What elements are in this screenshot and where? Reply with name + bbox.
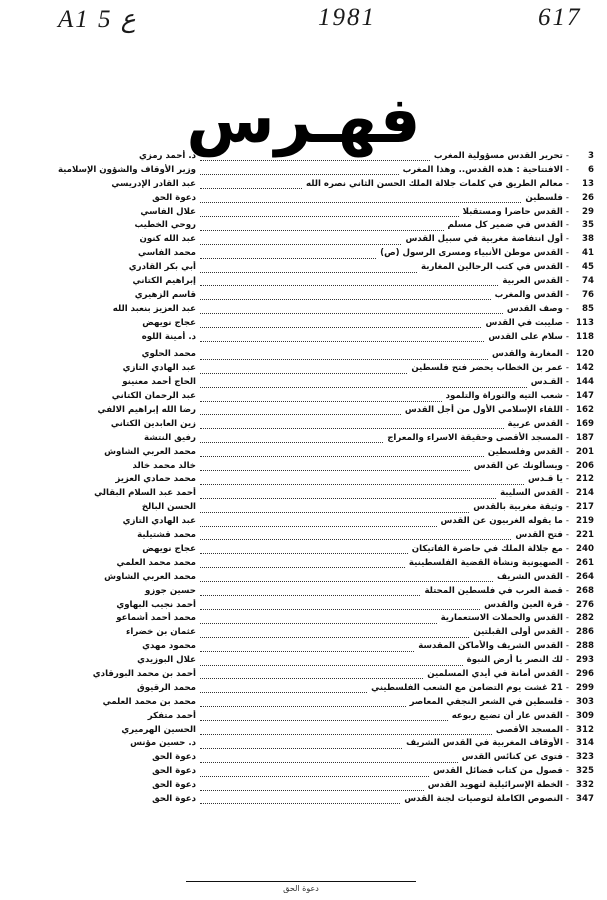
toc-separator: - [565, 682, 569, 693]
toc-entry [14, 390, 594, 404]
toc-entry-title: ويسألونك عن القدس [473, 460, 563, 471]
toc-page-number: 38 [582, 234, 594, 245]
toc-entry [14, 446, 594, 460]
toc-entry-title: فلسطين في الشعر النجفي المعاصر [409, 696, 563, 707]
toc-entry-author: رفيق النتشة [144, 432, 196, 443]
toc-entry [14, 612, 594, 626]
toc-entry [14, 289, 594, 303]
toc-page-number: 299 [576, 682, 594, 693]
toc-entry-author: دعوة الحق [152, 752, 196, 763]
toc-dot-leader [200, 291, 491, 300]
toc-entry [14, 654, 594, 668]
toc-entry [14, 261, 594, 275]
toc-entry [14, 317, 594, 331]
toc-entry [14, 585, 594, 599]
toc-separator: - [565, 780, 569, 791]
toc-entry [14, 219, 594, 233]
toc-entry-title: القدس الشريف والأماكن المقدسة [418, 641, 563, 652]
toc-entry-title: عمر بن الخطاب يحضر فتح فلسطين [411, 363, 563, 374]
toc-entry [14, 362, 594, 376]
footer-text: دعوة الحق [283, 884, 319, 893]
toc-entry-title: القدس أولى القبلتين [473, 627, 563, 638]
toc-page-number: 293 [576, 655, 594, 666]
toc-entry-title: فصول من كتاب فضائل القدس [433, 766, 563, 777]
toc-entry [14, 543, 594, 557]
toc-entry-author: محمود مهدي [142, 641, 196, 652]
toc-entry [14, 599, 594, 613]
toc-entry-author: محمد الحلوي [141, 349, 196, 360]
toc-separator: - [565, 696, 569, 707]
toc-page-number: 6 [588, 164, 594, 175]
toc-dot-leader [200, 726, 492, 735]
toc-dot-leader [200, 462, 470, 471]
toc-entry [14, 376, 594, 390]
toc-entry-title: فتح القدس [515, 530, 563, 541]
toc-entry-author: رضا الله إبراهيم الالفي [97, 405, 196, 416]
toc-separator: - [565, 317, 569, 328]
toc-dot-leader [200, 333, 484, 342]
toc-separator: - [565, 289, 569, 300]
toc-page-number: 13 [582, 178, 594, 189]
toc-separator: - [565, 557, 569, 568]
toc-separator: - [565, 585, 569, 596]
toc-entry-title: الصهيونية ونشأة القضية الفلسطينية [408, 557, 563, 568]
toc-dot-leader [200, 420, 504, 429]
toc-dot-leader [200, 573, 493, 582]
toc-entry-title: 21 غشت يوم التضامن مع الشعب الفلسطيني [371, 682, 563, 693]
toc-page-number: 268 [576, 585, 594, 596]
toc-entry [14, 640, 594, 654]
toc-dot-leader [200, 236, 401, 245]
toc-dot-leader [200, 545, 408, 554]
toc-dot-leader [200, 406, 401, 415]
toc-entry-title: القدس عار أن تضيع ربوعه [451, 710, 563, 721]
toc-separator: - [565, 262, 569, 273]
toc-entry [14, 303, 594, 317]
toc-entry-title: القدس أمانة في أيدي المسلمين [427, 668, 563, 679]
toc-entry-title: يا قـدس [528, 474, 563, 485]
toc-entry-title: ما يقوله الغربيون عن القدس [440, 516, 563, 527]
toc-page-number: 309 [576, 710, 594, 721]
toc-dot-leader [200, 319, 481, 328]
toc-entry [14, 793, 594, 807]
toc-page-number: 41 [582, 248, 594, 259]
toc-page-number: 74 [582, 276, 594, 287]
toc-entry-author: عبد القادر الإدريسي [111, 178, 196, 189]
toc-entry-author: محمد الفاسي [138, 248, 196, 259]
toc-page-number: 296 [576, 668, 594, 679]
toc-dot-leader [200, 277, 498, 286]
toc-entry [14, 682, 594, 696]
toc-separator: - [565, 793, 569, 804]
toc-page-number: 162 [576, 405, 594, 416]
toc-separator: - [565, 613, 569, 624]
toc-entry-author: زين العابدين الكتاني [110, 418, 196, 429]
toc-page-number: 187 [576, 432, 594, 443]
footer-divider [186, 881, 416, 882]
toc-dot-leader [200, 795, 400, 804]
toc-entry [14, 348, 594, 362]
toc-entry-title: وثيقة مغربية بالقدس [473, 502, 563, 513]
toc-dot-leader [200, 305, 503, 314]
toc-entry-author: عبد العزيز بنعبد الله [112, 303, 196, 314]
toc-dot-leader [200, 698, 406, 707]
toc-entry-title: القدس موطن الأنبياء ومسرى الرسول (ص) [380, 248, 563, 259]
toc-entry-author: عجاج نويهض [142, 543, 196, 554]
toc-entry [14, 247, 594, 261]
toc-page-number: 261 [576, 557, 594, 568]
toc-dot-leader [200, 670, 423, 679]
toc-page-number: 347 [576, 793, 594, 804]
toc-page-number: 85 [582, 303, 594, 314]
toc-dot-leader [200, 194, 521, 203]
toc-page-number: 282 [576, 613, 594, 624]
toc-separator: - [565, 516, 569, 527]
toc-entry-author: أبي بكر القادري [128, 262, 196, 273]
toc-entry [14, 164, 594, 178]
toc-dot-leader [200, 351, 488, 360]
toc-entry-title: القدس وفلسطين [487, 446, 563, 457]
toc-entry [14, 779, 594, 793]
toc-entry [14, 432, 594, 446]
toc-separator: - [565, 234, 569, 245]
toc-entry-author: محمد قشتيلية [137, 530, 196, 541]
toc-entry-title: وصف القدس [506, 303, 563, 314]
toc-entry [14, 737, 594, 751]
toc-entry-title: أول انتفاضة مغربية في سبيل القدس [405, 234, 563, 245]
toc-entry [14, 710, 594, 724]
toc-entry-author: عبد الرحمان الكتاني [111, 391, 196, 402]
toc-separator: - [565, 655, 569, 666]
toc-entry-title: معالم الطريق في كلمات جلالة الملك الحسن الثاني نصره الله [306, 178, 563, 189]
page-title: فهـرس [186, 83, 421, 158]
toc-page-number: 201 [576, 446, 594, 457]
toc-separator: - [565, 543, 569, 554]
toc-entry-author: إبراهيم الكتاني [132, 276, 196, 287]
toc-entry [14, 626, 594, 640]
toc-dot-leader [200, 615, 437, 624]
toc-entry-author: د. أحمد رمزي [138, 151, 196, 161]
toc-entry [14, 150, 594, 164]
toc-dot-leader [200, 250, 376, 259]
toc-dot-leader [200, 264, 417, 273]
toc-page-number: 35 [582, 220, 594, 231]
toc-entry-title: المغاربة والقدس [491, 349, 563, 360]
toc-entry-author: محمد حمادي العزيز [115, 474, 196, 485]
toc-entry [14, 765, 594, 779]
toc-separator: - [565, 391, 569, 402]
toc-page-number: 221 [576, 530, 594, 541]
toc-separator: - [565, 377, 569, 388]
toc-entry-title: القدس في كتب الرحالين المغاربة [421, 262, 563, 273]
toc-page-number: 314 [576, 738, 594, 749]
toc-page-number: 142 [576, 363, 594, 374]
toc-entry [14, 487, 594, 501]
toc-entry-author: عبد الهادي التازي [122, 363, 196, 374]
toc-entry-title: القدس والحملات الاستعمارية [440, 613, 563, 624]
toc-page-number: 219 [576, 516, 594, 527]
toc-separator: - [565, 303, 569, 314]
toc-page-number: 325 [576, 766, 594, 777]
toc-entry-author: عبد الله كنون [139, 234, 196, 245]
toc-page-number: 3 [588, 151, 594, 161]
toc-entry [14, 571, 594, 585]
toc-separator: - [565, 752, 569, 763]
toc-separator: - [565, 276, 569, 287]
toc-separator: - [565, 668, 569, 679]
toc-entry-author: علال الفاسي [140, 206, 196, 217]
toc-entry-author: أحمد بن محمد البورقادي [92, 668, 196, 679]
toc-separator: - [565, 766, 569, 777]
toc-entry-author: أحمد عبد السلام البقالي [94, 488, 196, 499]
toc-separator: - [565, 363, 569, 374]
toc-entry-author: أحمد متفكر [147, 710, 196, 721]
toc-dot-leader [200, 643, 414, 652]
toc-entry [14, 751, 594, 765]
toc-entry-author: عبد الهادي التازي [122, 516, 196, 527]
toc-page-number: 303 [576, 696, 594, 707]
toc-dot-leader [200, 208, 459, 217]
toc-entry [14, 515, 594, 529]
toc-entry-title: تحرير القدس مسؤولية المغرب [433, 151, 563, 161]
toc-entry-author: محمد العربي الشاوش [104, 446, 196, 457]
toc-page-number: 217 [576, 502, 594, 513]
toc-separator: - [565, 432, 569, 443]
toc-separator: - [565, 571, 569, 582]
handwritten-annotation-left: A1 5 ع [58, 6, 136, 33]
toc-page-number: 214 [576, 488, 594, 499]
toc-entry-author: دعوة الحق [152, 192, 196, 203]
toc-separator: - [565, 349, 569, 360]
toc-entry [14, 178, 594, 192]
toc-separator: - [565, 599, 569, 610]
toc-separator: - [565, 418, 569, 429]
toc-dot-leader [200, 504, 469, 513]
toc-entry-author: محمد العربي الشاوش [104, 571, 196, 582]
toc-separator: - [565, 488, 569, 499]
toc-separator: - [565, 502, 569, 513]
toc-separator: - [565, 460, 569, 471]
toc-entry-title: القدس في ضمير كل مسلم [447, 220, 563, 231]
toc-separator: - [565, 446, 569, 457]
toc-dot-leader [200, 782, 424, 791]
toc-dot-leader [200, 587, 420, 596]
toc-separator: - [565, 530, 569, 541]
toc-separator: - [565, 641, 569, 652]
toc-page-number: 206 [576, 460, 594, 471]
toc-page-number: 312 [576, 724, 594, 735]
toc-dot-leader [200, 490, 496, 499]
toc-separator: - [565, 192, 569, 203]
toc-separator: - [565, 627, 569, 638]
toc-dot-leader [200, 166, 399, 175]
toc-separator: - [565, 178, 569, 189]
table-of-contents [14, 150, 594, 807]
toc-dot-leader [200, 754, 458, 763]
toc-page-number: 45 [582, 262, 594, 273]
toc-dot-leader [200, 434, 383, 443]
toc-dot-leader [200, 768, 429, 777]
toc-entry-author: علال البوزيدي [137, 655, 196, 666]
toc-entry [14, 418, 594, 432]
toc-entry [14, 668, 594, 682]
toc-entry-title: القدس الشريف [496, 571, 563, 582]
toc-dot-leader [200, 365, 407, 374]
toc-page-number: 147 [576, 391, 594, 402]
toc-entry-title: فلسطين [525, 192, 563, 203]
toc-entry-title: المسجد الأقصى وحقيقة الاسراء والمعراج [387, 432, 563, 443]
toc-separator: - [565, 738, 569, 749]
toc-entry [14, 206, 594, 220]
toc-entry-author: محمد أحمد أشماعو [116, 613, 196, 624]
toc-page-number: 276 [576, 599, 594, 610]
toc-entry-author: د. حسين مؤنس [130, 738, 196, 749]
toc-entry-title: القدس العربية [502, 276, 563, 287]
toc-entry-title: شعب التيه والتوراة والتلمود [445, 391, 563, 402]
toc-dot-leader [200, 222, 444, 231]
toc-separator: - [565, 710, 569, 721]
toc-entry [14, 192, 594, 206]
toc-separator: - [565, 206, 569, 217]
toc-separator: - [565, 151, 569, 161]
toc-page-number: 120 [576, 349, 594, 360]
toc-page-number: 113 [576, 317, 594, 328]
toc-entry-title: قرة العين والقدس [484, 599, 563, 610]
toc-dot-leader [200, 180, 302, 189]
toc-page-number: 144 [576, 377, 594, 388]
toc-entry-title: الخطة الإسرائيلية لتهويد القدس [427, 780, 563, 791]
toc-separator: - [565, 405, 569, 416]
toc-page-number: 76 [582, 289, 594, 300]
handwritten-annotation-number: 617 [538, 4, 582, 31]
toc-separator: - [565, 474, 569, 485]
toc-page-number: 29 [582, 206, 594, 217]
toc-entry-title: قصة العرب في فلسطين المحتلة [424, 585, 563, 596]
toc-entry [14, 275, 594, 289]
toc-entry-author: دعوة الحق [152, 766, 196, 777]
toc-entry-author: الحسن البالخ [141, 502, 196, 513]
toc-entry-author: دعوة الحق [152, 780, 196, 791]
toc-dot-leader [200, 518, 437, 527]
toc-page-number: 286 [576, 627, 594, 638]
toc-dot-leader [200, 152, 430, 161]
toc-entry-title: القدس حاضرا ومستقبلا [462, 206, 563, 217]
toc-page-number: 264 [576, 571, 594, 582]
toc-entry-title: المسجد الأقصى [495, 724, 563, 735]
toc-page-number: 118 [576, 331, 594, 342]
toc-entry-author: روحي الخطيب [134, 220, 196, 231]
toc-entry-title: القدس عربية [507, 418, 563, 429]
toc-entry [14, 529, 594, 543]
toc-entry [14, 501, 594, 515]
toc-entry-title: القـدس [530, 377, 563, 388]
toc-entry [14, 233, 594, 247]
toc-dot-leader [200, 629, 469, 638]
toc-entry-title: سلام على القدس [488, 331, 563, 342]
toc-entry-title: اللقاء الإسلامي الأول من أجل القدس [404, 405, 563, 416]
toc-page-number: 26 [582, 192, 594, 203]
toc-entry-title: صليبت في القدس [485, 317, 563, 328]
toc-separator: - [565, 331, 569, 342]
toc-dot-leader [200, 657, 463, 666]
toc-entry-author: أحمد نجيب البهاوي [116, 599, 196, 610]
toc-entry-title: القدس السليبة [500, 488, 563, 499]
toc-entry-author: وزير الأوقاف والشؤون الإسلامية [57, 164, 196, 175]
toc-page-number: 240 [576, 543, 594, 554]
toc-entry-title: لك النصر يا أرض النبوة [466, 655, 563, 666]
toc-dot-leader [200, 712, 448, 721]
toc-separator: - [565, 724, 569, 735]
toc-entry-author: دعوة الحق [152, 793, 196, 804]
toc-dot-leader [200, 476, 524, 485]
toc-entry-title: القدس والمغرب [494, 289, 563, 300]
handwritten-annotation-year: 1981 [318, 4, 376, 31]
toc-page-number: 212 [576, 474, 594, 485]
toc-entry-author: عثمان بن خضراء [126, 627, 196, 638]
toc-dot-leader [200, 531, 511, 540]
toc-entry [14, 404, 594, 418]
toc-entry-title: فتوى عن كنائس القدس [461, 752, 563, 763]
toc-page-number: 288 [576, 641, 594, 652]
toc-page-number: 323 [576, 752, 594, 763]
toc-dot-leader [200, 379, 527, 388]
toc-page-number: 169 [576, 418, 594, 429]
toc-entry-author: عجاج نويهض [142, 317, 196, 328]
toc-separator: - [565, 164, 569, 175]
toc-dot-leader [200, 559, 405, 568]
toc-dot-leader [200, 601, 480, 610]
toc-separator: - [565, 248, 569, 259]
toc-entry-author: خالد محمد خالد [132, 460, 196, 471]
toc-entry-author: محمد الرقيوق [137, 682, 196, 693]
toc-entry-title: الأوقاف المغربية في القدس الشريف [406, 738, 563, 749]
toc-dot-leader [200, 684, 367, 693]
toc-entry [14, 473, 594, 487]
toc-dot-leader [200, 393, 442, 402]
toc-entry-author: د. أمينة اللوه [141, 331, 196, 342]
toc-entry [14, 696, 594, 710]
toc-entry [14, 557, 594, 571]
toc-entry [14, 331, 594, 345]
toc-entry-title: النصوص الكاملة لتوصيات لجنة القدس [404, 793, 563, 804]
toc-entry-author: محمد بن محمد العلمي [102, 696, 196, 707]
toc-entry [14, 724, 594, 738]
toc-dot-leader [200, 740, 402, 749]
toc-entry-title: مع جلالة الملك في حاضرة الفاتيكان [411, 543, 563, 554]
toc-separator: - [565, 220, 569, 231]
toc-page-number: 332 [576, 780, 594, 791]
toc-entry [14, 460, 594, 474]
toc-entry-author: محمد محمد العلمي [116, 557, 196, 568]
toc-entry-author: الحاج أحمد معنينو [122, 377, 196, 388]
toc-entry-author: الحسين الهرميري [121, 724, 196, 735]
toc-entry-author: قاسم الزهيري [134, 289, 196, 300]
toc-entry-author: حسين جوزو [144, 585, 196, 596]
toc-entry-title: الافتتاحية : هذه القدس.. وهذا المغرب [402, 164, 563, 175]
toc-dot-leader [200, 448, 484, 457]
